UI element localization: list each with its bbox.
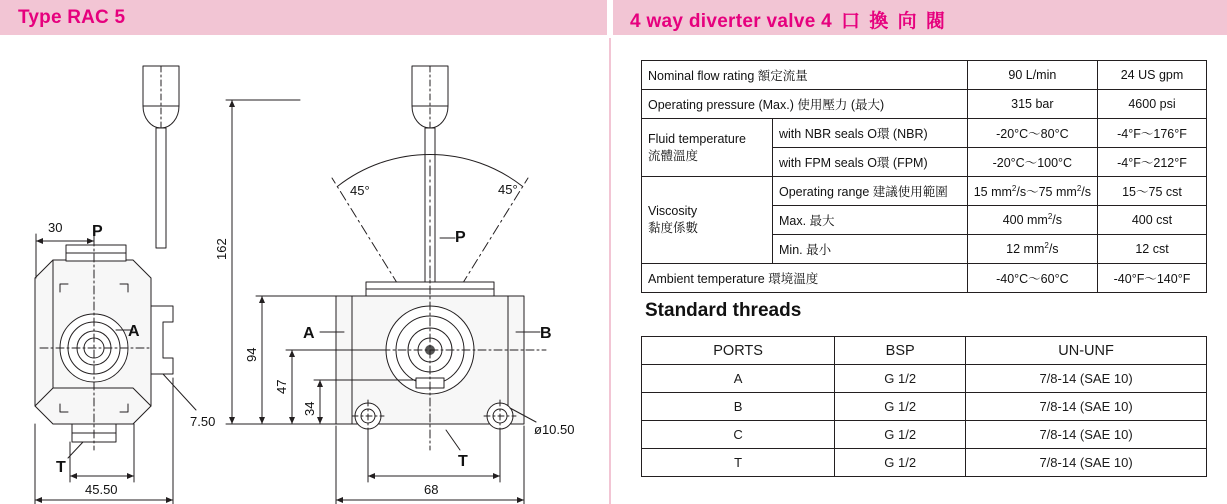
fluid-temp-line-en: Fluid temperature [648, 131, 746, 146]
table-row [642, 119, 1207, 148]
table-row [642, 177, 1207, 206]
spec-label-ambient: Ambient temperature 環境溫度 [642, 264, 968, 293]
spec-value-nbr-metric: -20°C～80°C [967, 119, 1097, 148]
label-B-side: B [540, 325, 552, 342]
label-P-side: P [455, 229, 466, 246]
spec-value-visc-range-metric: 15 $mm^2/s\sim 75$ $mm^2/s$ [967, 177, 1097, 206]
viscosity-line-en: Viscosity [648, 204, 698, 218]
label-A-side: A [303, 325, 315, 342]
spec-label-viscosity [642, 177, 773, 264]
dim-47: 47 [274, 379, 289, 394]
threads-bsp-t: G 1/2 [835, 449, 966, 477]
spec-value-pressure-metric: 315 bar [967, 90, 1097, 119]
angle-left: 45° [350, 183, 370, 198]
dim-hole: ø10.50 [534, 422, 575, 437]
threads-un-b: 7/8-14 (SAE 10) [966, 393, 1207, 421]
spec-label-pressure: Operating pressure (Max.) 使用壓力 (最大) [642, 90, 968, 119]
technical-drawing [0, 38, 607, 504]
table-row [642, 393, 1207, 421]
label-A-front: A [128, 323, 140, 340]
dim-7-50: 7.50 [190, 414, 216, 429]
table-row [642, 365, 1207, 393]
table-row [642, 421, 1207, 449]
spec-value-visc-range-cst: 15～75 cst [1098, 177, 1207, 206]
threads-port-c: C [642, 421, 835, 449]
spec-sub-max: Max. 最大 [773, 206, 968, 235]
dim-34: 34 [302, 401, 317, 416]
specification-table [641, 60, 1207, 293]
page-title-right [630, 6, 947, 33]
spec-sub-operating-range: Operating range 建議使用範圍 [773, 177, 968, 206]
threads-header-bsp: BSP [835, 337, 966, 365]
threads-un-t: 7/8-14 (SAE 10) [966, 449, 1207, 477]
label-P-front: P [92, 223, 103, 240]
dim-45-50: 45.50 [85, 482, 118, 497]
vertical-divider [609, 38, 611, 504]
angle-right: 45° [498, 182, 518, 197]
standard-threads-title: Standard threads [645, 300, 802, 321]
spec-value-flow-metric: 90 L/min [967, 61, 1097, 90]
table-header-row [642, 337, 1207, 365]
page-title-left: Type RAC 5 [18, 7, 126, 28]
spec-value-ambient-metric: -40°C～60°C [967, 264, 1097, 293]
spec-value-visc-min-cst: 12 cst [1098, 235, 1207, 264]
dim-94-vertical: 94 [244, 347, 259, 362]
dim-68: 68 [424, 482, 439, 497]
viscosity-line-cn: 黏度係數 [648, 221, 699, 235]
spec-sub-fpm: with FPM seals O環 (FPM) [773, 148, 968, 177]
spec-value-visc-min-metric: 12 $mm^2/s$ [967, 235, 1097, 264]
header-right-bar [613, 0, 1227, 35]
spec-value-ambient-imperial: -40°F～140°F [1098, 264, 1207, 293]
threads-un-c: 7/8-14 (SAE 10) [966, 421, 1207, 449]
spec-value-visc-max-metric: 400 $mm^2/s$ [967, 206, 1097, 235]
table-row [642, 449, 1207, 477]
threads-port-a: A [642, 365, 835, 393]
threads-header-ununf: UN-UNF [966, 337, 1207, 365]
table-row [642, 61, 1207, 90]
threads-bsp-c: G 1/2 [835, 421, 966, 449]
spec-label-fluid-temperature [642, 119, 773, 177]
threads-bsp-b: G 1/2 [835, 393, 966, 421]
threads-header-ports: PORTS [642, 337, 835, 365]
table-row [642, 264, 1207, 293]
threads-un-a: 7/8-14 (SAE 10) [966, 365, 1207, 393]
fluid-temp-line-cn: 流體溫度 [648, 148, 699, 163]
spec-value-fpm-metric: -20°C～100°C [967, 148, 1097, 177]
spec-label-flow: Nominal flow rating 額定流量 [642, 61, 968, 90]
header-left-bar [0, 0, 607, 35]
table-row [642, 90, 1207, 119]
dim-162: 162 [214, 238, 229, 260]
threads-bsp-a: G 1/2 [835, 365, 966, 393]
page-title-right-en: 4 way diverter valve [630, 11, 816, 32]
label-T-front: T [56, 459, 66, 476]
spec-sub-min: Min. 最小 [773, 235, 968, 264]
spec-value-flow-imperial: 24 US gpm [1098, 61, 1207, 90]
spec-value-fpm-imperial: -4°F～212°F [1098, 148, 1207, 177]
standard-threads-table [641, 336, 1207, 477]
label-T-side: T [458, 453, 468, 470]
spec-value-nbr-imperial: -4°F～176°F [1098, 119, 1207, 148]
threads-port-b: B [642, 393, 835, 421]
page-title-right-cn: 4 口 換 向 閥 [821, 11, 947, 32]
threads-port-t: T [642, 449, 835, 477]
dim-30: 30 [48, 220, 63, 235]
spec-sub-nbr: with NBR seals O環 (NBR) [773, 119, 968, 148]
spec-value-pressure-imperial: 4600 psi [1098, 90, 1207, 119]
spec-value-visc-max-cst: 400 cst [1098, 206, 1207, 235]
